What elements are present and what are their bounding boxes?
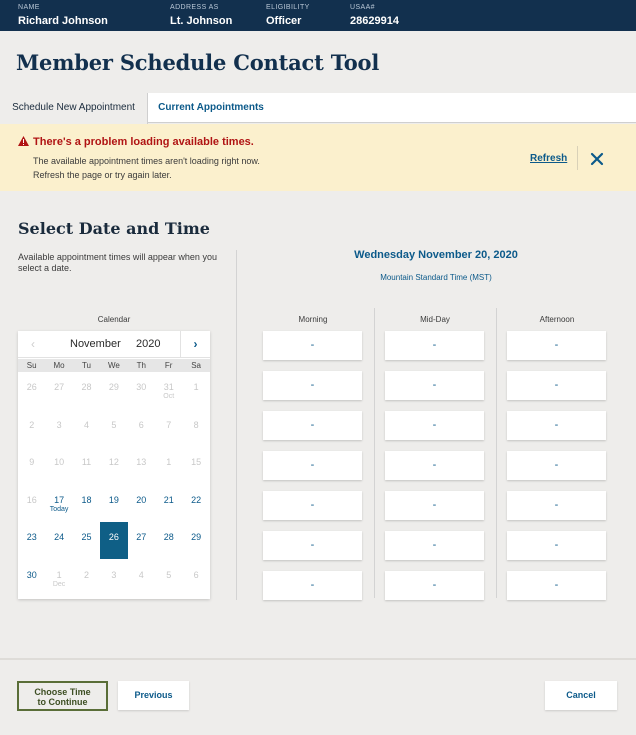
calendar-day [73,560,100,597]
time-slot[interactable]: - [385,571,484,600]
alert-message [33,154,313,182]
weekday-label: Fr [164,361,173,370]
calendar-day [45,447,72,484]
close-icon[interactable] [590,152,604,166]
calendar-day[interactable] [45,485,72,522]
calendar-day [73,372,100,409]
time-slot[interactable]: - [507,371,606,400]
calendar-day [128,372,155,409]
calendar-day [18,447,45,484]
day-number: 11 [81,457,92,467]
time-slot[interactable]: - [507,491,606,520]
calendar-day [182,372,209,409]
day-number: 13 [136,457,147,467]
time-slot[interactable]: - [507,531,606,560]
day-sublabel: Dec [52,580,66,588]
time-slot[interactable]: - [263,371,362,400]
day-number: 26 [26,382,37,392]
day-number: 25 [81,532,92,542]
calendar-day[interactable] [182,522,209,559]
member-info-bar [0,0,636,31]
day-number: 6 [138,419,144,430]
instructions-text: Available appointment times will appear when you select a date. [18,252,217,273]
weekday-header [18,359,210,372]
day-number: 4 [83,419,89,430]
day-number: 27 [54,382,65,392]
tab-schedule-new-appointment[interactable]: Schedule New Appointment [0,93,148,124]
calendar-day[interactable] [155,522,182,559]
calendar-day [45,560,72,597]
alert-heading-text: There's a problem loading available times. [33,136,254,148]
time-slot[interactable]: - [507,411,606,440]
time-slot[interactable]: - [263,531,362,560]
day-number: 31 [163,382,174,392]
field-label: NAME [18,4,40,11]
day-number: 29 [108,382,119,392]
usaa-number: 28629914 [350,15,399,27]
column-divider [374,308,375,598]
day-number: 1 [193,382,199,392]
day-number: 15 [191,457,202,467]
day-number: 5 [111,419,117,430]
alert-heading [18,136,254,148]
calendar-day[interactable] [155,485,182,522]
footer-bar [0,658,636,735]
time-slot[interactable]: - [507,451,606,480]
calendar-day [155,560,182,597]
time-slot[interactable]: - [507,331,606,360]
day-number: 18 [81,494,92,505]
column-header-afternoon: Afternoon [539,315,575,324]
day-number: 30 [136,382,147,392]
time-slot[interactable]: - [385,371,484,400]
day-number: 27 [136,532,147,542]
chevron-left-icon[interactable]: ‹ [31,337,35,351]
tab-current-appointments[interactable]: Current Appointments [158,102,264,113]
weekday-label: We [107,361,120,370]
error-alert [0,124,636,191]
day-number: 24 [54,532,65,542]
calendar-day [45,410,72,447]
day-number: 28 [163,532,174,542]
calendar-day [100,410,127,447]
weekday-label: Mo [53,361,65,370]
weekday-label: Tu [81,361,92,370]
weekday-label: Su [26,361,37,370]
time-slot[interactable]: - [263,571,362,600]
field-label: ELIGIBILITY [266,4,310,11]
timezone-label: Mountain Standard Time (MST) [380,273,492,282]
column-header-mid-day: Mid-Day [420,315,450,324]
choose-time-button[interactable] [17,681,108,711]
calendar-year: 2020 [136,338,161,350]
calendar-day [18,372,45,409]
calendar-day[interactable] [18,522,45,559]
day-number: 9 [29,457,35,467]
day-number: 4 [138,569,144,580]
chevron-right-icon[interactable]: › [180,331,210,358]
alert-message-line: The available appointment times aren't loading right now. [33,156,260,166]
address-as-value: Lt. Johnson [170,15,233,27]
day-number: 6 [193,569,199,580]
divider [236,250,237,600]
page-title: Member Schedule Contact Tool [16,50,380,75]
calendar-day [45,372,72,409]
weekday-label: Sa [191,361,201,370]
calendar-day [155,410,182,447]
calendar-day [18,485,45,522]
calendar-day [100,372,127,409]
day-number: 1 [56,569,62,580]
calendar-day [128,447,155,484]
weekday-label: Th [136,361,146,370]
day-number: 19 [108,494,119,505]
day-number: 5 [166,569,172,580]
button-label-line: Choose Time [34,687,91,697]
calendar-day [128,560,155,597]
time-slot[interactable]: - [263,411,362,440]
day-number: 2 [29,419,35,430]
member-name-field [18,4,108,27]
calendar-day [73,447,100,484]
calendar-day[interactable] [100,485,127,522]
day-number: 1 [166,457,172,467]
calendar-month: November [70,338,121,350]
day-number: 2 [83,569,89,580]
calendar-day[interactable] [45,522,72,559]
day-number: 10 [54,457,65,467]
cancel-button[interactable]: Cancel [545,681,617,710]
time-slot[interactable]: - [507,571,606,600]
eligibility-value: Officer [266,15,302,27]
day-number: 23 [26,532,37,542]
calendar-day[interactable] [182,485,209,522]
day-number: 3 [111,569,117,580]
day-number: 30 [26,569,37,580]
field-label: USAA# [350,4,375,11]
time-slot[interactable]: - [385,451,484,480]
column-header-morning: Morning [298,315,328,324]
calendar-day[interactable] [18,560,45,597]
calendar-nav [18,331,210,358]
alert-message-line: Refresh the page or try again later. [33,170,172,180]
day-number: 26 [108,532,119,542]
day-number: 12 [108,457,119,467]
time-slot[interactable]: - [263,491,362,520]
time-slot[interactable]: - [385,531,484,560]
calendar-day-selected[interactable] [100,522,127,559]
time-slot[interactable]: - [263,331,362,360]
calendar-day [155,447,182,484]
calendar-day[interactable] [128,522,155,559]
section-title: Select Date and Time [18,219,210,238]
calendar-day [128,410,155,447]
day-number: 22 [191,494,202,505]
time-slot[interactable]: - [263,451,362,480]
alert-divider [577,146,578,170]
calendar-day[interactable] [128,485,155,522]
day-number: 8 [193,419,199,430]
calendar-day [18,410,45,447]
calendar-day[interactable] [73,485,100,522]
calendar-day [100,560,127,597]
calendar [18,331,210,599]
calendar-day [73,410,100,447]
time-slot[interactable]: - [385,491,484,520]
field-label: ADDRESS AS [170,4,219,11]
warning-icon [18,136,29,146]
address-as-field [170,4,232,27]
day-sublabel: Oct [163,393,175,400]
calendar-day [100,447,127,484]
day-number: 17 [54,494,65,505]
refresh-link[interactable]: Refresh [530,153,568,164]
calendar-day[interactable] [73,522,100,559]
day-number: 16 [26,494,37,505]
time-slot[interactable]: - [385,411,484,440]
member-name: Richard Johnson [18,15,108,27]
calendar-day [182,447,209,484]
eligibility-field [266,4,310,27]
column-divider [496,308,497,598]
calendar-label: Calendar [97,315,131,324]
day-number: 3 [56,419,62,430]
day-number: 7 [166,419,172,430]
day-number: 20 [136,494,147,505]
time-slot[interactable]: - [385,331,484,360]
selected-date-heading: Wednesday November 20, 2020 [354,249,518,261]
calendar-day [155,372,182,409]
day-number: 28 [81,382,92,392]
calendar-day [182,560,209,597]
previous-button[interactable]: Previous [118,681,189,710]
usaa-number-field [350,4,399,27]
tab-bar [0,93,636,123]
day-number: 21 [163,494,174,505]
button-label-line: to Continue [37,697,88,707]
day-number: 29 [191,532,202,542]
day-sublabel: Today [49,505,69,513]
calendar-day [182,410,209,447]
